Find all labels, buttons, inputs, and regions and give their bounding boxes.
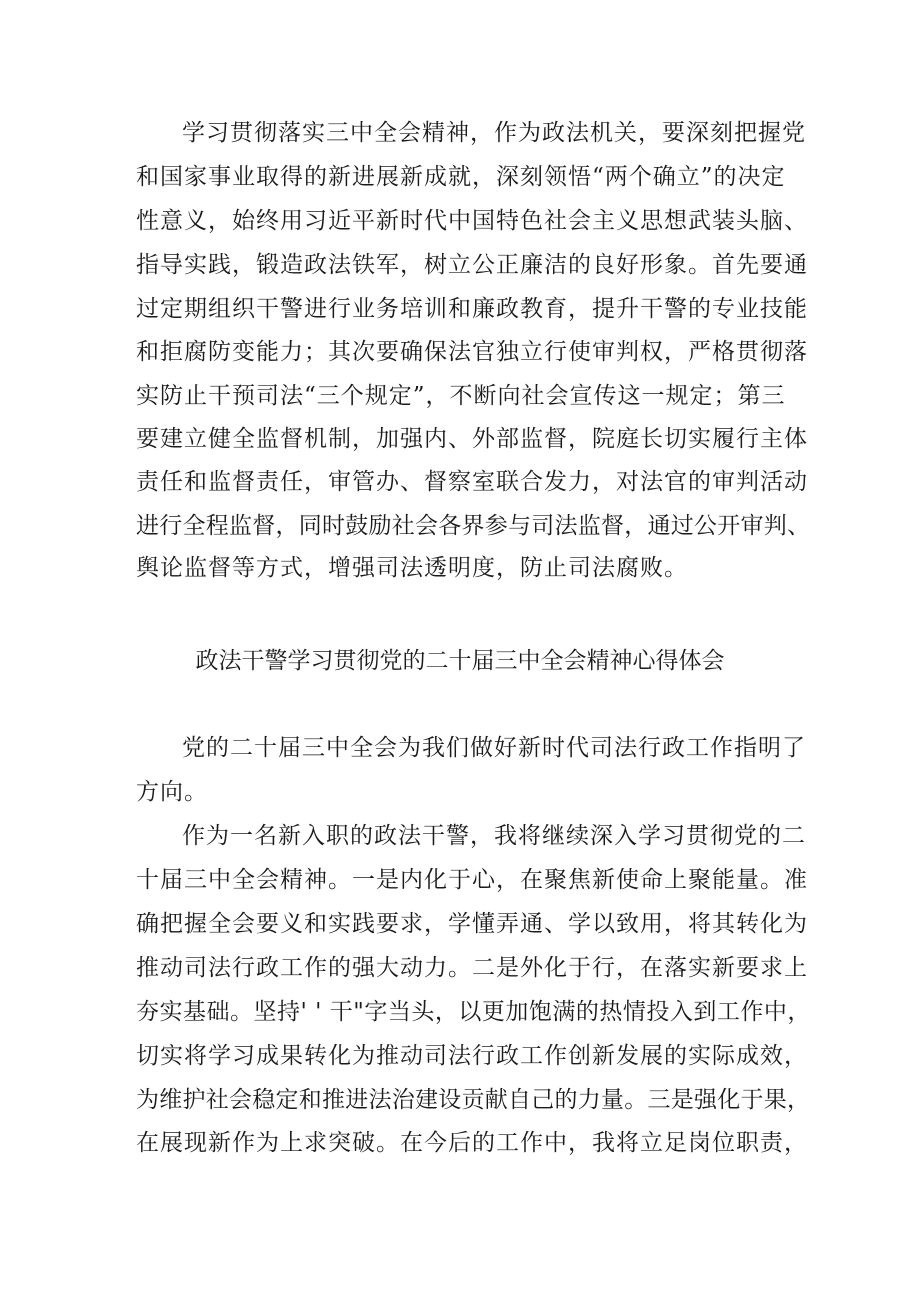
para3-line-2: 十届三中全会精神。一是内化于心，在聚焦新使命上聚能量。准 <box>136 867 808 893</box>
para3-line-5: 夯实基础。坚持' ' 干"字当头，以更加饱满的热情投入到工作中， <box>136 999 811 1025</box>
para1-line-6: 和拒腐防变能力；其次要确保法官独立行使审判权，严格贯彻落 <box>136 339 808 365</box>
para3-line-4: 推动司法行政工作的强大动力。二是外化于行，在落实新要求上 <box>136 955 808 981</box>
para1-line-7: 实防止干预司法“三个规定”，不断向社会宣传这一规定；第三 <box>136 383 786 409</box>
para3-line-1: 作为一名新入职的政法干警，我将继续深入学习贯彻党的二 <box>182 823 806 849</box>
para1-line-10: 进行全程监督，同时鼓励社会各界参与司法监督，通过公开审判、 <box>136 513 811 539</box>
para3-line-6: 切实将学习成果转化为推动司法行政工作创新发展的实际成效， <box>136 1043 808 1069</box>
section-title: 政法干警学习贯彻党的二十届三中全会精神心得体会 <box>195 648 725 674</box>
para1-line-9: 责任和监督责任，审管办、督察室联合发力，对法官的审判活动 <box>136 469 808 495</box>
para1-line-2: 和国家事业取得的新进展新成就，深刻领悟“两个确立”的决定 <box>136 164 786 190</box>
para1-line-1: 学习贯彻落实三中全会精神，作为政法机关，要深刻把握党 <box>182 120 806 146</box>
para3-line-8: 在展现新作为上求突破。在今后的工作中，我将立足岗位职责， <box>136 1130 808 1156</box>
para3-line-3: 确把握全会要义和实践要求，学懂弄通、学以致用，将其转化为 <box>136 911 808 937</box>
para1-line-3: 性意义，始终用习近平新时代中国特色社会主义思想武装头脑、 <box>136 208 808 234</box>
para2-line-2: 方向。 <box>136 779 208 805</box>
para2-line-1: 党的二十届三中全会为我们做好新时代司法行政工作指明了 <box>182 735 806 761</box>
para1-line-11: 舆论监督等方式，增强司法透明度，防止司法腐败。 <box>136 555 688 581</box>
para1-line-5: 过定期组织干警进行业务培训和廉政教育，提升干警的专业技能 <box>136 296 808 322</box>
para3-line-7: 为维护社会稳定和推进法治建设贡献自己的力量。三是强化于果， <box>136 1087 811 1113</box>
para1-line-8: 要建立健全监督机制，加强内、外部监督，院庭长切实履行主体 <box>136 426 808 452</box>
para1-line-4: 指导实践，锻造政法铁军，树立公正廉洁的良好形象。首先要通 <box>136 252 808 278</box>
